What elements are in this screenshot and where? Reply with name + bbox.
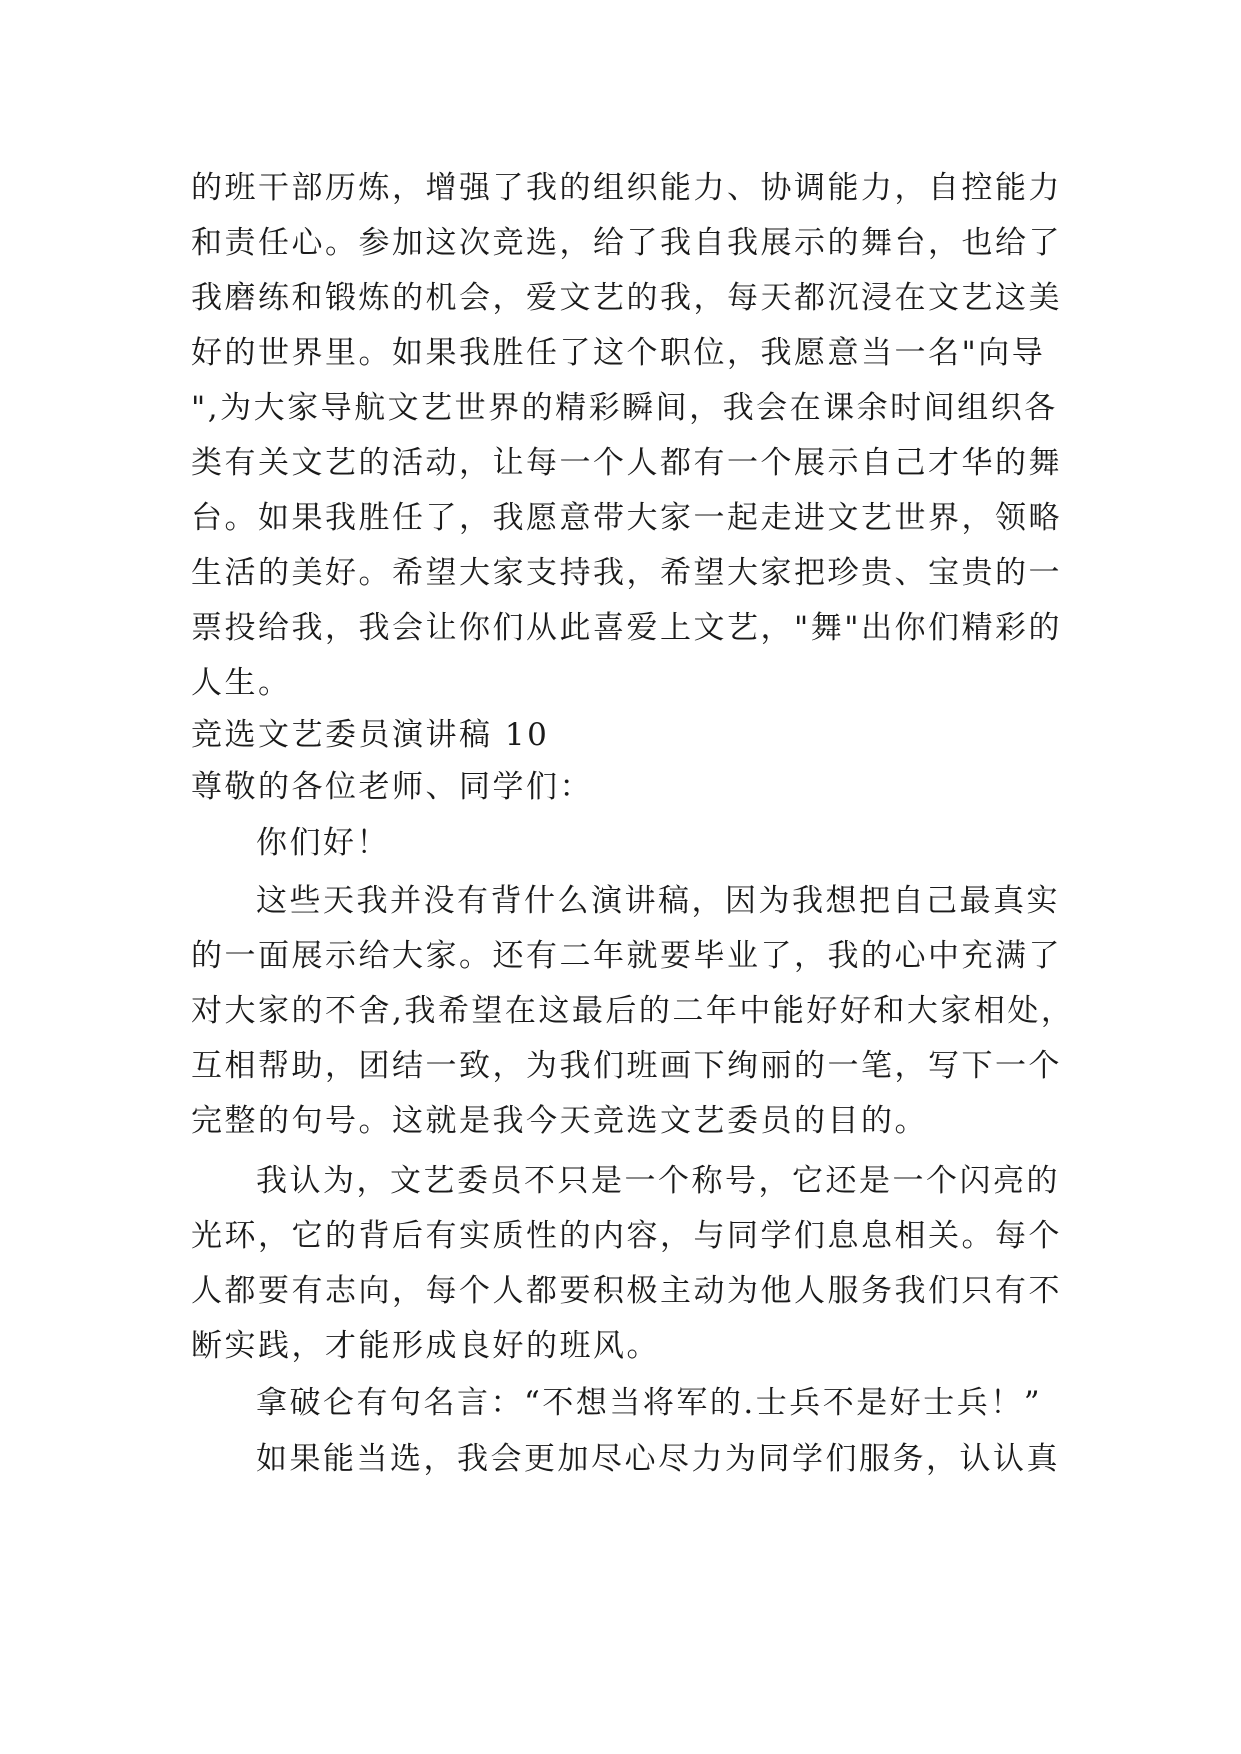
text-line: 断实践，才能形成良好的班风。 [191,1328,660,1364]
text-line: 台。如果我胜任了，我愿意带大家一起走进文艺世界，领略 [191,500,1062,536]
text-line: 光环，它的背后有实质性的内容，与同学们息息相关。每个 [191,1218,1062,1254]
text-line: 人都要有志向，每个人都要积极主动为他人服务我们只有不 [191,1273,1062,1309]
text-line: 完整的句号。这就是我今天竞选文艺委员的目的。 [191,1103,928,1139]
text-line: 人生。 [191,665,292,701]
text-line: ",为大家导航文艺世界的精彩瞬间，我会在课余时间组织各 [191,390,1058,426]
greeting: 你们好！ [256,825,390,861]
section-title: 竞选文艺委员演讲稿 10 [191,717,550,753]
text-line: 票投给我，我会让你们从此喜爱上文艺，"舞"出你们精彩的 [191,610,1063,646]
text-line: 如果能当选，我会更加尽心尽力为同学们服务，认认真 [256,1441,1060,1477]
text-line: 对大家的不舍,我希望在这最后的二年中能好好和大家相处， [191,993,1075,1029]
salutation: 尊敬的各位老师、同学们： [191,769,593,805]
text-line: 我磨练和锻炼的机会，爱文艺的我，每天都沉浸在文艺这美 [191,280,1062,316]
text-line: 生活的美好。希望大家支持我，希望大家把珍贵、宝贵的一 [191,555,1062,591]
text-line: 互相帮助，团结一致，为我们班画下绚丽的一笔，写下一个 [191,1048,1062,1084]
quote-line: 拿破仑有句名言：“不想当将军的.士兵不是好士兵！” [256,1385,1043,1421]
text-line: 的班干部历炼，增强了我的组织能力、协调能力，自控能力 [191,170,1062,206]
text-line: 和责任心。参加这次竞选，给了我自我展示的舞台，也给了 [191,225,1062,261]
text-line: 好的世界里。如果我胜任了这个职位，我愿意当一名"向导 [191,335,1046,371]
text-line: 这些天我并没有背什么演讲稿，因为我想把自己最真实 [256,883,1060,919]
text-line: 的一面展示给大家。还有二年就要毕业了，我的心中充满了 [191,938,1062,974]
text-line: 类有关文艺的活动，让每一个人都有一个展示自己才华的舞 [191,445,1062,481]
text-line: 我认为，文艺委员不只是一个称号，它还是一个闪亮的 [256,1163,1060,1199]
